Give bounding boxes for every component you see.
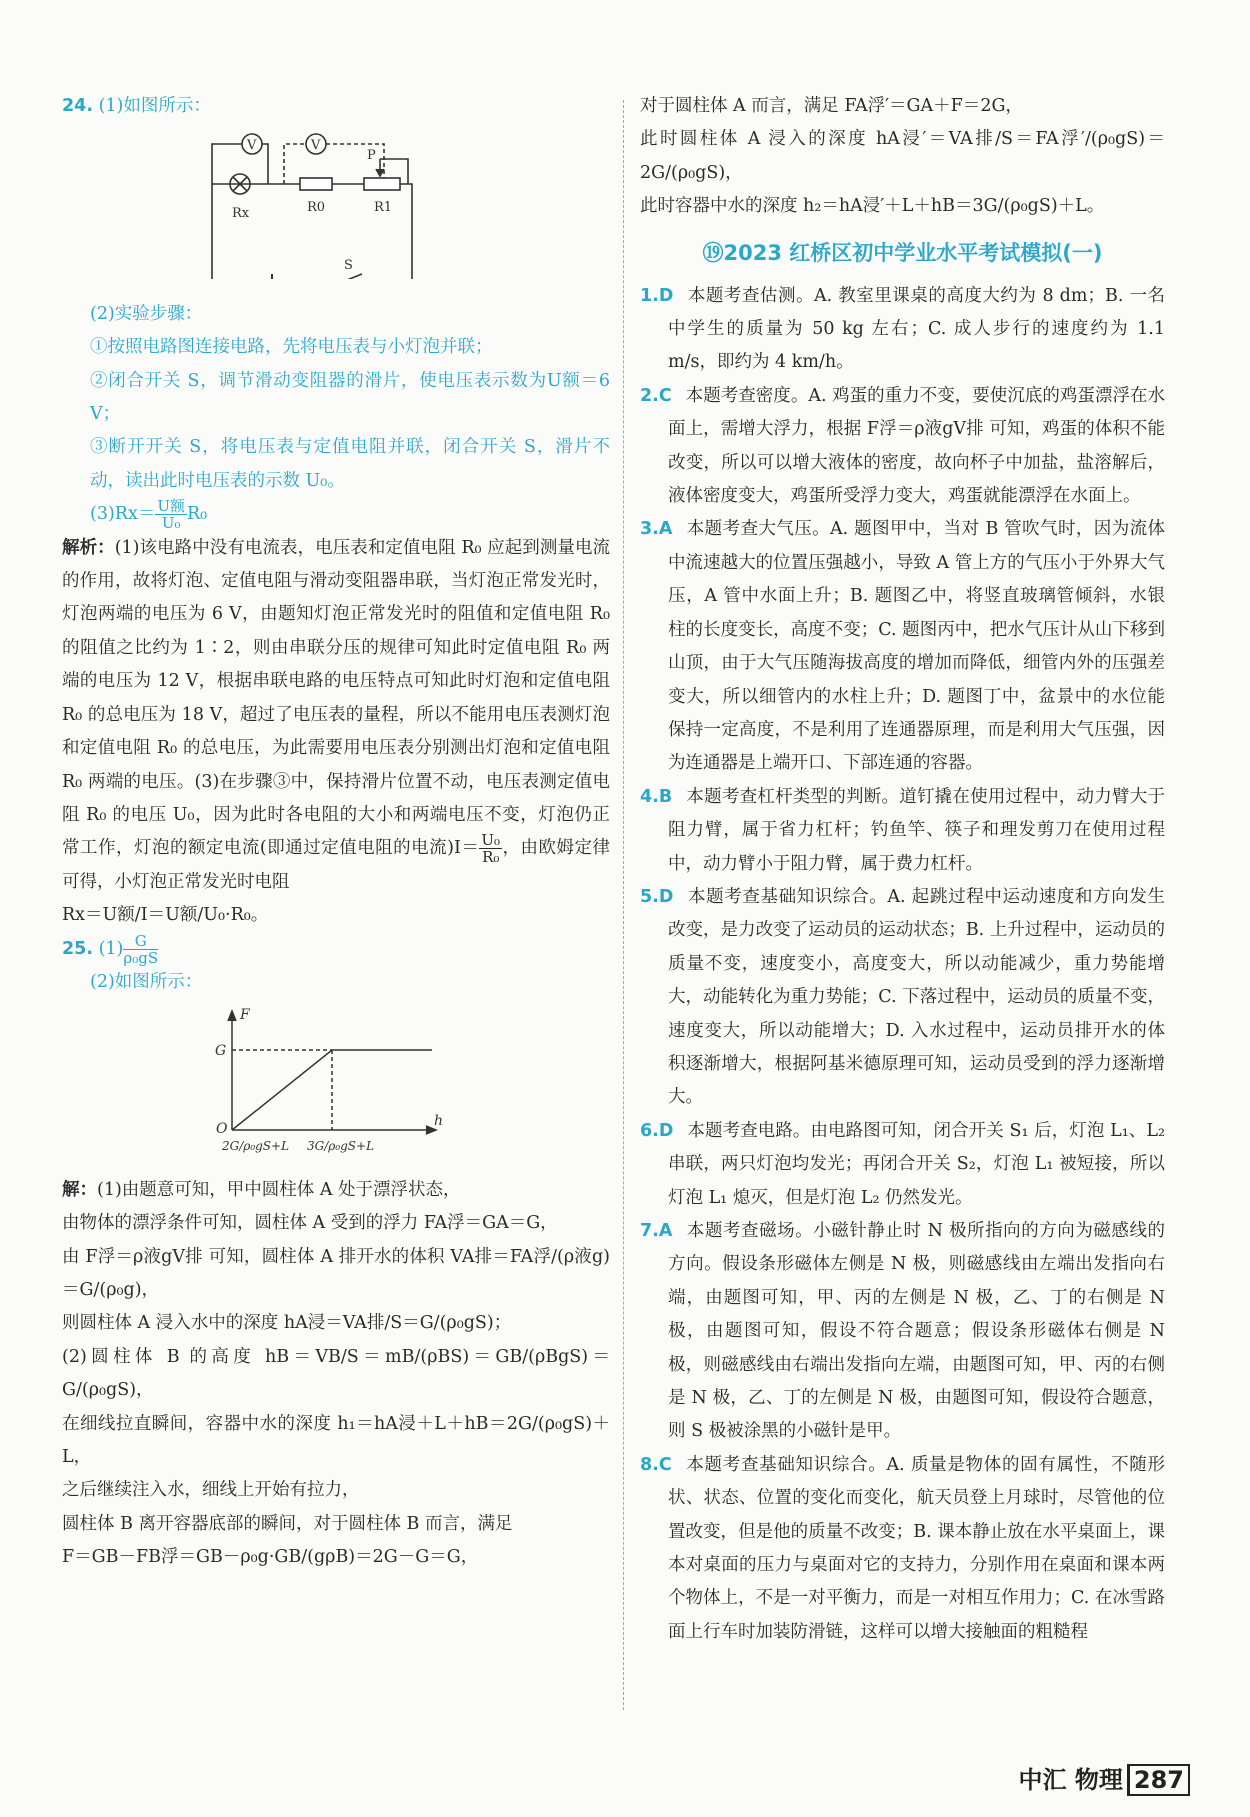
item-text: 本题考查杠杆类型的判断。道钉撬在使用过程中，动力臂大于阻力臂，属于省力杠杆；钓鱼竿、筷子和理发剪刀在使用过程中，动力臂小于阻力臂，属于费力杠杆。	[668, 786, 1165, 874]
left-column	[62, 90, 610, 1575]
graph-h-label: h	[434, 1113, 444, 1130]
q24-line	[62, 90, 610, 123]
q25-line	[62, 933, 610, 966]
answer-item	[640, 380, 1165, 514]
r1-label: R1	[374, 200, 393, 216]
q25-frac-den: ρ₀gS	[123, 948, 159, 967]
q25-number: 25.	[62, 938, 94, 959]
solution-line: 由 F浮＝ρ液gV排 可知，圆柱体 A 排开水的体积 VA排＝FA浮/(ρ液g)＝G/(ρ₀g)，	[62, 1246, 610, 1300]
voltmeter-label-2: V	[311, 138, 321, 154]
item-number: 8.	[640, 1454, 659, 1475]
continuation-line: 此时容器中水的深度 h₂＝hA浸′＋L＋hB＝3G/(ρ₀gS)＋L。	[640, 196, 1105, 217]
circuit-diagram	[62, 129, 610, 279]
q24-step-2: ②闭合开关 S，调节滑动变阻器的滑片，使电压表示数为U额＝6 V；	[90, 370, 610, 425]
analysis-frac-den: R₀	[482, 848, 500, 867]
item-text: 本题考查电路。由电路图可知，闭合开关 S₁ 后，灯泡 L₁、L₂ 串联，两只灯泡均发光；再闭合开关 S₂，灯泡 L₁ 被短接，所以灯泡 L₁ 熄灭，但是灯泡 L₂ 仍然发光。	[668, 1120, 1165, 1208]
section-title: ⑲2023 红桥区初中学业水平考试模拟(一)	[702, 240, 1103, 265]
item-number: 5.	[640, 886, 659, 907]
solution-line: (2)圆柱体 B 的高度 hB＝VB/S＝mB/(ρBS)＝GB/(ρBgS)＝G/(ρ₀gS)，	[62, 1346, 610, 1401]
item-answer: C	[658, 385, 672, 406]
q24-steps-heading: (2)实验步骤：	[90, 303, 203, 324]
q24-part3	[62, 498, 610, 531]
answer-item	[640, 781, 1165, 881]
q24-frac-den: U₀	[161, 514, 181, 533]
page-footer	[1019, 1760, 1190, 1795]
r0-label: R0	[307, 200, 326, 216]
q25-solution-intro	[62, 1174, 610, 1207]
footer-subject: 中汇 物理	[1018, 1766, 1123, 1794]
answer-item	[640, 513, 1165, 780]
item-text: 本题考查密度。A. 鸡蛋的重力不变，要使沉底的鸡蛋漂浮在水面上，需增大浮力，根据 F浮＝ρ液gV排 可知，鸡蛋的体积不能改变，所以可以增大液体的密度，故向杯子中加盐，盐溶解后，液体密度变大，鸡蛋所受浮力变大，鸡蛋就能漂浮在水面上。	[668, 385, 1165, 507]
item-answer: B	[658, 786, 673, 807]
item-text: 本题考查基础知识综合。A. 起跳过程中运动速度和方向发生改变，是力改变了运动员的运动状态；B. 上升过程中，运动员的质量不变，速度变小，高度变大，所以动能减少，重力势能增大，动能转化为重力势能；C. 下落过程中，运动员的质量不变，速度变大，所以动能增大；D. 入水过程中，运动员排开水的体积逐渐增大，根据阿基米德原理可知，运动员受到的浮力逐渐增大。	[668, 886, 1165, 1108]
answer-item	[640, 280, 1165, 380]
item-answer: A	[658, 519, 673, 540]
rx-label: Rx	[232, 206, 250, 222]
analysis-text: (1)该电路中没有电流表，电压表和定值电阻 R₀ 应起到测量电流的作用，故将灯泡、定值电阻与滑动变阻器串联，当灯泡正常发光时，灯泡两端的电压为 6 V，由题知灯泡正常发光时的阻值和定值电阻 R₀ 的阻值之比约为 1∶2，则由串联分压的规律可知此时定值电阻 R₀ 两端的电压为 12 V，根据串联电路的电压特点可知此时灯泡和定值电阻 R₀ 的总电压为 18 V，超过了电压表的量程，所以不能用电压表测灯泡和定值电阻 R₀ 的总电压，为此需要用电压表分别测出灯泡和定值电阻 R₀ 两端的电压。(3)在步骤③中，保持滑片位置不动，电压表测定值电阻 R₀ 的电压 U₀，因为此时各电阻的大小和两端电压不变，灯泡仍正常工作，灯泡的额定电流(即通过定值电阻的电流)I＝	[62, 537, 611, 859]
analysis-text-2: ，由欧姆定律可得，小灯泡正常发光时电阻	[62, 838, 610, 892]
q25-frac-num: G	[123, 933, 158, 950]
solution-line: 圆柱体 B 离开容器底部的瞬间，对于圆柱体 B 而言，满足	[62, 1513, 513, 1534]
item-text: 本题考查估测。A. 教室里课桌的高度大约为 8 dm；B. 一名中学生的质量为 50 kg 左右；C. 成人步行的速度约为 1.1 m/s，即约为 4 km/h。	[668, 285, 1165, 373]
q24-part3-lhs: (3)Rx＝	[90, 504, 156, 525]
item-answer: D	[658, 285, 674, 306]
q25-part1: (1)	[98, 938, 124, 959]
voltmeter-label-1: V	[247, 138, 257, 154]
item-number: 1.	[640, 285, 659, 306]
solution-line: 在细线拉直瞬间，容器中水的深度 h₁＝hA浸＋L＋hB＝2G/(ρ₀gS)＋L，	[62, 1413, 610, 1467]
graph-x1-label: 2G/ρ₀gS+L	[222, 1139, 290, 1154]
switch-s-label: S	[344, 258, 353, 274]
analysis-final: Rx＝U额/I＝U额/U₀·R₀。	[62, 905, 269, 926]
q24-part3-tail: R₀	[187, 504, 208, 525]
solution-line: 之后继续注入水，细线上开始有拉力，	[62, 1480, 360, 1501]
graph-f-label: F	[240, 1007, 250, 1024]
right-column	[640, 90, 1165, 1649]
q24-part1: (1)如图所示：	[98, 96, 211, 116]
solution-line: 则圆柱体 A 浸入水中的深度 hA浸＝VA排/S＝G/(ρ₀gS)；	[62, 1313, 512, 1334]
item-number: 7.	[640, 1221, 659, 1241]
graph-x2-label: 3G/ρ₀gS+L	[307, 1139, 375, 1154]
item-answer: C	[658, 1454, 672, 1475]
solution-line: F＝GB－FB浮＝GB－ρ₀g·GB/(gρB)＝2G－G＝G，	[62, 1547, 479, 1568]
graph-g-label: G	[215, 1043, 227, 1060]
q24-number: 24.	[62, 96, 94, 116]
page-number: 287	[1127, 1764, 1190, 1796]
analysis-frac-num: U₀	[481, 831, 501, 850]
item-answer: D	[658, 886, 674, 907]
solution-label: 解：	[62, 1179, 97, 1200]
item-number: 6.	[640, 1120, 659, 1141]
item-answer: D	[658, 1120, 674, 1141]
slider-p-label: P	[367, 148, 376, 164]
force-height-graph	[62, 1005, 610, 1155]
continuation-line: 此时圆柱体 A 浸入的深度 hA浸′＝VA排/S＝FA浮′/(ρ₀gS)＝2G/(ρ₀gS)，	[640, 129, 1165, 183]
item-answer: A	[658, 1221, 673, 1241]
answer-item	[640, 881, 1165, 1115]
q24-analysis	[62, 532, 610, 899]
item-number: 4.	[640, 786, 659, 807]
item-text: 本题考查磁场。小磁针静止时 N 极所指向的方向为磁感线的方向。假设条形磁体左侧是 N 极，则磁感线由左端出发指向右端，由题图可知，甲、丙的左侧是 N 极，乙、丁的右侧是 N 极，由题图可知，假设不符合题意；假设条形磁体右侧是 N 极，则磁感线由右端出发指向左端，由题图可知，甲、丙的右侧是 N 极，乙、丁的左侧是 N 极，由题图可知，假设符合题意，则 S 极被涂黑的小磁针是甲。	[668, 1221, 1165, 1442]
q25-part2: (2)如图所示：	[90, 971, 203, 992]
analysis-label: 解析：	[62, 537, 115, 558]
q24-step-1: ①按照电路图连接电路，先将电压表与小灯泡并联；	[90, 337, 493, 358]
q24-frac-num: U额	[157, 497, 185, 516]
graph-origin-label: O	[216, 1121, 228, 1138]
item-text: 本题考查大气压。A. 题图甲中，当对 B 管吹气时，因为流体中流速越大的位置压强越小，导致 A 管上方的气压小于外界大气压，A 管中水面上升；B. 题图乙中，将竖直玻璃管倾斜，水银柱的长度变长，高度不变；C. 题图丙中，把水气压计从山下移到山顶，由于大气压随海拔高度的增加而降低，细管内外的压强差变大，所以细管内的水柱上升；D. 题图丁中，盆景中的水位能保持一定高度，不是利用了连通器原理，而是利用大气压强，因为连通器是上端开口、下部连通的容器。	[668, 519, 1165, 774]
answer-item	[640, 1449, 1165, 1649]
q24-step-3: ③断开开关 S，将电压表与定值电阻并联，闭合开关 S，滑片不动，读出此时电压表的示数 U₀。	[90, 437, 610, 491]
continuation-line: 对于圆柱体 A 而言，满足 FA浮′＝GA＋F＝2G，	[640, 96, 1023, 116]
item-text: 本题考查基础知识综合。A. 质量是物体的固有属性，不随形状、状态、位置的变化而变化，航天员登上月球时，尽管他的位置改变，但是他的质量不改变；B. 课本静止放在水平桌面上，课本对桌面的压力与桌面对它的支持力，分别作用在桌面和课本两个物体上，不是一对平衡力，而是一对相互作用力；C. 在冰雪路面上行车时加装防滑链，这样可以增大接触面的粗糙程	[668, 1454, 1165, 1642]
item-number: 3.	[640, 519, 659, 540]
answer-item	[640, 1215, 1165, 1449]
item-number: 2.	[640, 385, 659, 406]
column-divider	[623, 100, 624, 1710]
solution-line: 由物体的漂浮条件可知，圆柱体 A 受到的浮力 FA浮＝GA＝G，	[62, 1213, 558, 1234]
solution-line: (1)由题意可知，甲中圆柱体 A 处于漂浮状态，	[97, 1179, 461, 1200]
answer-item	[640, 1115, 1165, 1215]
